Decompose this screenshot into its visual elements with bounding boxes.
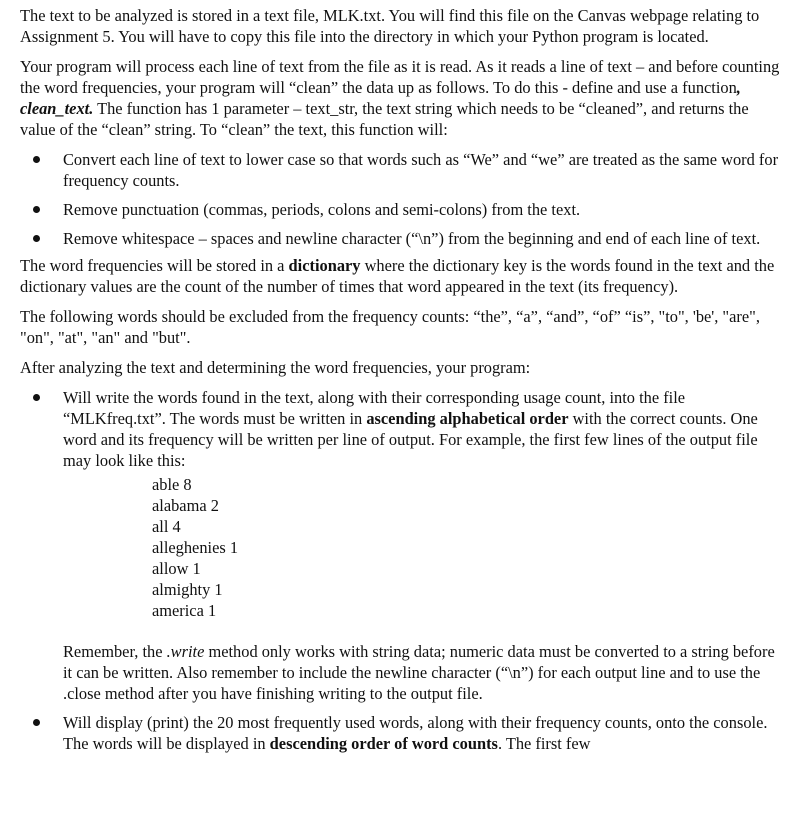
bullet-icon <box>33 235 40 242</box>
intro-paragraph: The text to be analyzed is stored in a text file, MLK.txt. You will find this file on the Canvas webpage relating to Assignment 5. You will have to copy this file into the directory in which your Python program is located. <box>20 6 760 46</box>
clean-step-punctuation: Remove punctuation (commas, periods, colons and semi-colons) from the text. <box>20 199 785 220</box>
clean-step-whitespace: Remove whitespace – spaces and newline character (“\n”) from the beginning and end of each line of text. <box>20 228 785 249</box>
dictionary-paragraph: The word frequencies will be stored in a dictionary where the dictionary key is the words found in the text and the dictionary values are the count of the number of times that word appeared in the text (its frequency). <box>20 256 775 296</box>
sample-output-line: alabama 2 <box>152 496 219 515</box>
descending-order-term: descending order of word counts <box>269 734 498 753</box>
bullet-icon <box>33 156 40 163</box>
excluded-words-paragraph: The following words should be excluded from the frequency counts: “the”, “a”, “and”, “of” “is”, "to", 'be', "are", "on", "at", "an" and "but". <box>20 307 760 347</box>
sample-output-line: america 1 <box>152 601 217 620</box>
bullet-icon <box>33 719 40 726</box>
assignment-document <box>20 5 785 754</box>
after-analysis-paragraph: After analyzing the text and determining the word frequencies, your program: <box>20 358 531 377</box>
bullet-icon <box>33 206 40 213</box>
output-step-write-file: Will write the words found in the text, along with their corresponding usage count, into the file “MLKfreq.txt”. The words must be written in ascending alphabetical order with the correct counts. One word and its frequency will be written per line of output. For example, the first few lines of the output file may look like this: <box>20 387 785 471</box>
clean-text-paragraph: Your program will process each line of text from the file as it is read. As it reads a line of text – and before counting the word frequencies, your program will “clean” the data up as follows. To do this - define and use a function, clean_text. The function has 1 parameter – text_str, the text string which needs to be “cleaned”, and returns the value of the “clean” string. To “clean” the text, this function will: <box>20 57 780 139</box>
sample-output-line: all 4 <box>152 517 181 536</box>
ascending-order-term: ascending alphabetical order <box>366 409 569 428</box>
bullet-icon <box>33 394 40 401</box>
sample-output-line: almighty 1 <box>152 580 223 599</box>
clean-step-lowercase: Convert each line of text to lower case so that words such as “We” and “we” are treated as the same word for frequency counts. <box>20 149 785 191</box>
sample-output-line: alleghenies 1 <box>152 538 239 557</box>
sample-output-line: able 8 <box>152 475 192 494</box>
output-step-print-console: Will display (print) the 20 most frequently used words, along with their frequency counts, onto the console. The words will be displayed in descending order of word counts. The first few <box>20 712 785 754</box>
dictionary-term: dictionary <box>288 256 361 275</box>
sample-output-line: allow 1 <box>152 559 201 578</box>
write-method-name: .write <box>166 642 205 661</box>
write-method-reminder: Remember, the .write method only works with string data; numeric data must be converted to a string before it can be written. Also remember to include the newline character (“\n”) for each output line and to use the .close method after you have finishing writing to the output file. <box>63 642 775 703</box>
sample-output-list <box>152 474 785 621</box>
clean-text-function-name: , clean_text. <box>20 78 741 118</box>
